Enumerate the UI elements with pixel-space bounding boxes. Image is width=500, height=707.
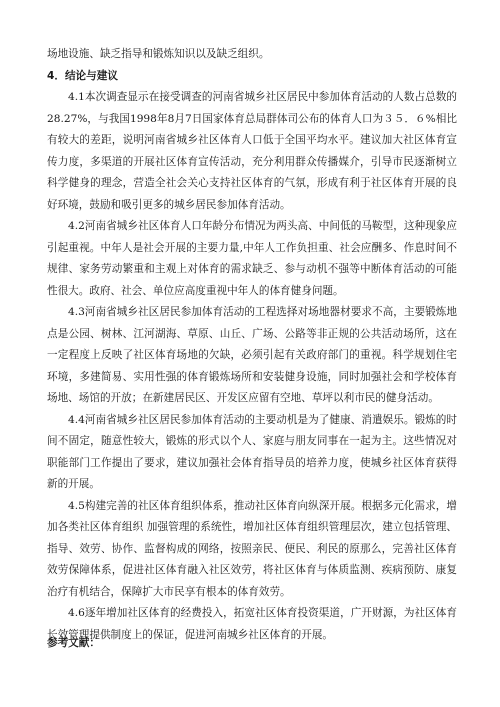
paragraph-4-4: 4.4河南省城乡社区居民参加体育活动的主要动机是为了健康、消遣娱乐。锻炼的时间不固定，随意性较大，锻炼的形式以个人、家庭与朋友同事在一起为主。这些情况对职能部门工作提出了要求，建议加强社会体育指导员的培养力度，使城乡社区体育获得新的开展。 (47, 413, 457, 490)
paragraph-4-3: 4.3河南省城乡社区居民参加体育活动的工程选择对场地器材要求不高，主要锻炼地点是公园、树林、江河湖海、草原、山丘、广场、公路等非正规的公共活动场所，这在一定程度上反映了社区体育场地的欠缺，必须引起有关政府部门的重视。科学规划住宅环境，多建简易、实用性强的体育锻炼场所和安装健身设施，同时加强社会和学校体育场地、场馆的开放；在新建居民区、开发区应留有空地、草坪以利市民的健身活动。 (47, 306, 457, 404)
paragraph-4-2: 4.2河南省城乡社区体育人口年龄分布情况为两头高、中间低的马鞍型，这种现象应引起重视。中年人是社会开展的主要力量,中年人工作负担重、社会应酬多、作息时间不规律、家务劳动繁重和主观上对体育的需求缺乏、参与动机不强等中断体育活动的可能性很大。政府、社会、单位应高度重视中年人的体育健身问题。 (47, 220, 457, 297)
paragraph-4-1: 4.1本次调查显示在接受调查的河南省城乡社区居民中参加体育活动的人数占总数的28.27%，与我国1998年8月7日国家体育总局群体司公布的体育人口为３５．６%相比有较大的差距，说明河南省城乡社区体育人口低于全国平均水平。建议加大社区体育宣传力度，多渠道的开展社区体育宣传活动，充分利用群众传播媒介，引导市民逐渐树立科学健身的理念，营造全社会关心支持社区体育的气氛，形成有利于社区体育开展的良好环境，鼓励和吸引更多的城乡居民参加体育活动。 (47, 91, 457, 211)
paragraph-4-5: 4.5构建完善的社区体育组织体系，推动社区体育向纵深开展。根据多元化需求，增加各类社区体育组织 加强管理的系统性，增加社区体育组织管理层次，建立包括管理、指导、效劳、协作、监督构成的网络，按照亲民、便民、利民的原那么，完善社区体育效劳保障体系，促进社区体育融入社区效劳，将社区体育与体质监测、疾病预防、康复治疗有机结合，保障扩大市民享有根本的体育效劳。 (47, 499, 457, 598)
paragraph-4-6: 4.6逐年增加社区体育的经费投入，拓宽社区体育投资渠道，广开财源，为社区体育长效管理提供制度上的保证，促进河南城乡社区体育的开展。 (47, 607, 457, 641)
section-heading: 4．结论与建议 (47, 69, 118, 82)
document-body (47, 44, 457, 646)
references-heading: 参考文献： (47, 637, 100, 649)
intro-tail-text: 场地设施、缺乏指导和锻炼知识以及缺乏组织。 (47, 48, 270, 60)
